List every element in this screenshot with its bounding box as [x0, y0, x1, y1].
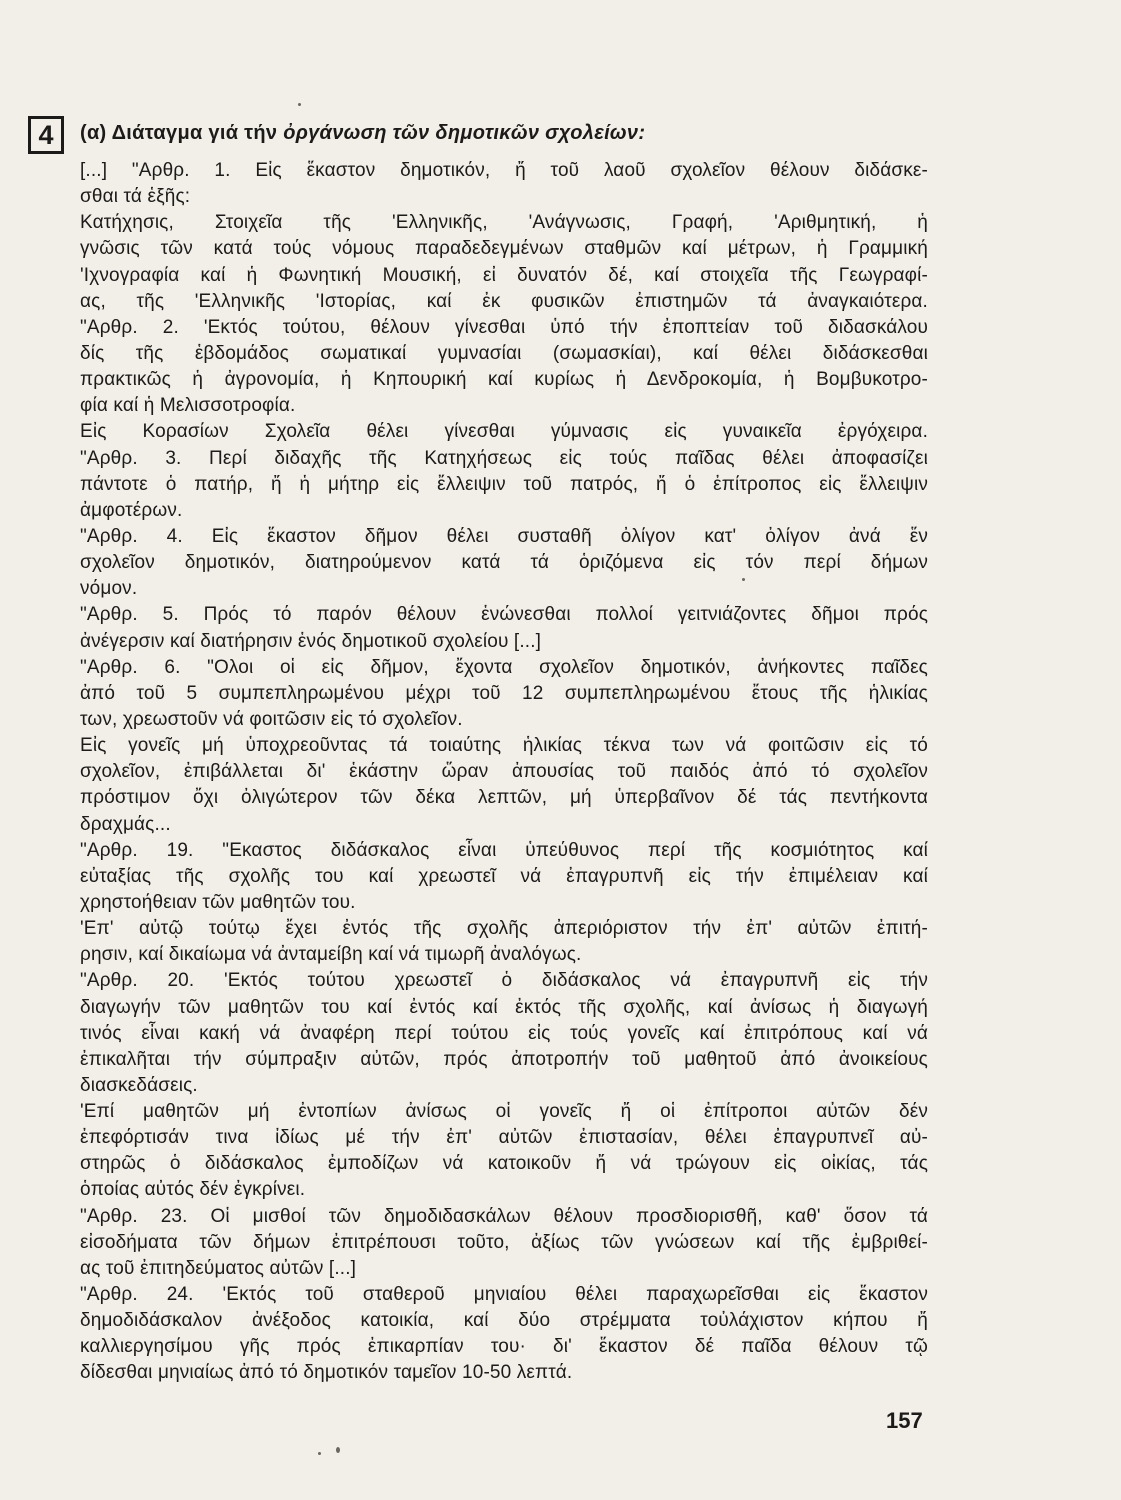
text-line: "Αρθρ. 19. "Εκαστος διδάσκαλος εἶναι ὑπεύθυνος περί τῆς κοσμιότητος καί	[80, 839, 928, 861]
text-line: "Αρθρ. 24. 'Εκτός τοῦ σταθεροῦ μηνιαίου θέλει παραχωρεῖσθαι εἰς ἕκαστον	[80, 1284, 928, 1306]
text-line: Εἰς γονεῖς μή ὑποχρεοῦντας τά τοιαύτης ἡλικίας τέκνα των νά φοιτῶσιν εἰς τό	[80, 735, 928, 757]
scan-speck	[298, 103, 301, 106]
text-line: ἐπικαλῆται τήν σύμπραξιν αὐτῶν, πρός ἀποτροπήν τοῦ μαθητοῦ ἀπό ἀνοικείους	[80, 1048, 928, 1070]
text-line: δίδεσθαι μηνιαίως ἀπό τό δημοτικόν ταμεῖον 10-50 λεπτά.	[80, 1362, 573, 1384]
text-line: διασκεδάσεις.	[80, 1074, 198, 1096]
text-line: 'Επ' αὐτῷ τούτῳ ἔχει ἐντός τῆς σχολῆς ἀπεριόριστον τήν ἐπ' αὐτῶν ἐπιτή-	[80, 918, 928, 940]
section-number-box	[28, 116, 64, 154]
text-line: πρακτικῶς ἡ ἀγρονομία, ἡ Κηπουρική καί κυρίως ἡ Δενδροκομία, ἡ Βομβυκοτρο-	[80, 369, 928, 391]
scan-speck	[336, 1447, 340, 1453]
text-line: στηρῶς ὁ διδάσκαλος ἐμποδίζων νά κατοικοῦν ἤ νά τρώγουν εἰς οἰκίας, τάς	[80, 1153, 928, 1175]
text-line: ας τοῦ ἐπιτηδεύματος αὐτῶν [...]	[80, 1257, 357, 1279]
scan-speck	[742, 578, 745, 581]
text-line: Εἰς Κορασίων Σχολεῖα θέλει γίνεσθαι γύμνασις εἰς γυναικεῖα ἐργόχειρα.	[80, 421, 928, 443]
text-line: "Αρθρ. 4. Εἰς ἕκαστον δῆμον θέλει συσταθῆ ὀλίγον κατ' ὀλίγον ἀνά ἕν	[80, 525, 928, 547]
text-line: φία καί ἡ Μελισσοτροφία.	[80, 395, 296, 417]
text-line: ἀμφοτέρων.	[80, 499, 183, 521]
text-line: δημοδιδάσκαλον ἀνέξοδος κατοικία, καί δύο στρέμματα τοὐλάχιστον κήπου ἤ	[80, 1310, 928, 1332]
heading-italic: ὀργάνωση τῶν δημοτικῶν σχολείων:	[283, 122, 646, 144]
text-line: ὁποίας αὐτός δέν ἐγκρίνει.	[80, 1179, 306, 1201]
text-line: "Αρθρ. 6. "Ολοι οἱ εἰς δῆμον, ἔχοντα σχολεῖον δημοτικόν, ἀνήκοντες παῖδες	[80, 656, 928, 678]
text-line: πρόστιμον ὄχι ὀλιγώτερον τῶν δέκα λεπτῶν, μή ὑπερβαῖνον δέ τάς πεντήκοντα	[80, 787, 928, 809]
text-line: νόμον.	[80, 578, 138, 600]
section-number: 4	[38, 119, 54, 150]
text-line: "Αρθρ. 20. 'Εκτός τούτου χρεωστεῖ ὁ διδάσκαλος νά ἐπαγρυπνῆ εἰς τήν	[80, 970, 928, 992]
text-line: "Αρθρ. 23. Οἱ μισθοί τῶν δημοδιδασκάλων θέλουν προσδιορισθῆ, καθ' ὅσον τά	[80, 1205, 928, 1227]
text-line: ἐπεφόρτισάν τινα ἰδίως μέ τήν ἐπ' αὐτῶν ἐπιστασίαν, θέλει ἐπαγρυπνεῖ αὐ-	[80, 1127, 928, 1149]
text-line: εἰσοδήματα τῶν δήμων ἐπιτρέπουσι τοῦτο, ἀξίως τῶν γνώσεων καί τῆς ἐμβριθεί-	[80, 1231, 928, 1253]
text-line: εὐταξίας τῆς σχολῆς του καί χρεωστεῖ νά ἐπαγρυπνῆ εἰς τήν ἐπιμέλειαν καί	[80, 865, 928, 887]
text-line: δίς τῆς ἑβδομάδος σωματικαί γυμνασίαι (σωμασκίαι), καί θέλει διδάσκεσθαι	[80, 342, 928, 364]
text-line: δραχμάς...	[80, 813, 171, 835]
text-line: πάντοτε ὁ πατήρ, ἤ ἡ μήτηρ εἰς ἔλλειψιν τοῦ πατρός, ἤ ὁ ἐπίτροπος εἰς ἔλλειψιν	[80, 473, 928, 495]
text-line: ρησιν, καί δικαίωμα νά ἀνταμείβη καί νά τιμωρῆ ἀναλόγως.	[80, 944, 582, 966]
scan-speck	[318, 1452, 321, 1455]
decree-text	[80, 158, 928, 1387]
text-line: ἀπό τοῦ 5 συμπεπληρωμένου μέχρι τοῦ 12 συμπεπληρωμένου ἔτους τῆς ἡλικίας	[80, 682, 928, 704]
text-line: τινός εἶναι κακή νά ἀναφέρη περί τούτου εἰς τούς γονεῖς καί ἐπιτρόπους καί νά	[80, 1022, 928, 1044]
text-line: [...] "Αρθρ. 1. Εἰς ἕκαστον δημοτικόν, ἤ τοῦ λαοῦ σχολεῖον θέλουν διδάσκε-	[80, 160, 928, 181]
text-line: ἀνέγερσιν καί διατήρησιν ἑνός δημοτικοῦ σχολείου [...]	[80, 630, 542, 652]
page-number: 157	[886, 1408, 923, 1433]
text-line: καλλιεργησίμου γῆς πρός ἐπικαρπίαν του· δι' ἕκαστον δέ παῖδα θέλουν τῷ	[80, 1336, 928, 1358]
text-line: γνῶσις τῶν κατά τούς νόμους παραδεδεγμένων σταθμῶν καί μέτρων, ἡ Γραμμική	[80, 238, 928, 260]
text-line: 'Επί μαθητῶν μή ἐντοπίων ἀνίσως οἱ γονεῖς ἤ οἱ ἐπίτροποι αὐτῶν δέν	[80, 1101, 928, 1123]
text-line: "Αρθρ. 2. 'Εκτός τούτου, θέλουν γίνεσθαι ὑπό τήν ἐποπτείαν τοῦ διδασκάλου	[80, 316, 928, 338]
text-line: ας, τῆς 'Ελληνικῆς 'Ιστορίας, καί ἐκ φυσικῶν ἐπιστημῶν τά ἀναγκαιότερα.	[80, 290, 928, 312]
text-line: σχολεῖον, ἐπιβάλλεται δι' ἑκάστην ὥραν ἀπουσίας τοῦ παιδός ἀπό τό σχολεῖον	[80, 761, 928, 783]
text-line: Κατήχησις, Στοιχεῖα τῆς 'Ελληνικῆς, 'Ανάγνωσις, Γραφή, 'Αριθμητική, ἡ	[80, 212, 928, 234]
text-line: 'Ιχνογραφία καί ἡ Φωνητική Μουσική, εἰ δυνατόν δέ, καί στοιχεῖα τῆς Γεωγραφί-	[80, 264, 928, 286]
text-line: διαγωγήν τῶν μαθητῶν του καί ἐντός καί ἐκτός τῆς σχολῆς, καί ἀνίσως ἡ διαγωγή	[80, 996, 928, 1018]
text-line: σχολεῖον δημοτικόν, διατηρούμενον κατά τά ὁριζόμενα εἰς τόν περί δήμων	[80, 552, 928, 574]
text-line: χρηστοήθειαν τῶν μαθητῶν του.	[80, 891, 356, 913]
heading-prefix: (α) Διάταγμα γιά τήν	[80, 122, 284, 144]
text-line: "Αρθρ. 3. Περί διδαχῆς τῆς Κατηχήσεως εἰς τούς παῖδας θέλει ἀποφασίζει	[80, 447, 928, 469]
text-line: των, χρεωστοῦν νά φοιτῶσιν εἰς τό σχολεῖον.	[80, 708, 463, 730]
text-line: σθαι τά ἑξῆς:	[80, 186, 191, 208]
text-line: "Αρθρ. 5. Πρός τό παρόν θέλουν ἑνώνεσθαι πολλοί γειτνιάζοντες δῆμοι πρός	[80, 604, 928, 626]
section-heading	[80, 122, 645, 145]
